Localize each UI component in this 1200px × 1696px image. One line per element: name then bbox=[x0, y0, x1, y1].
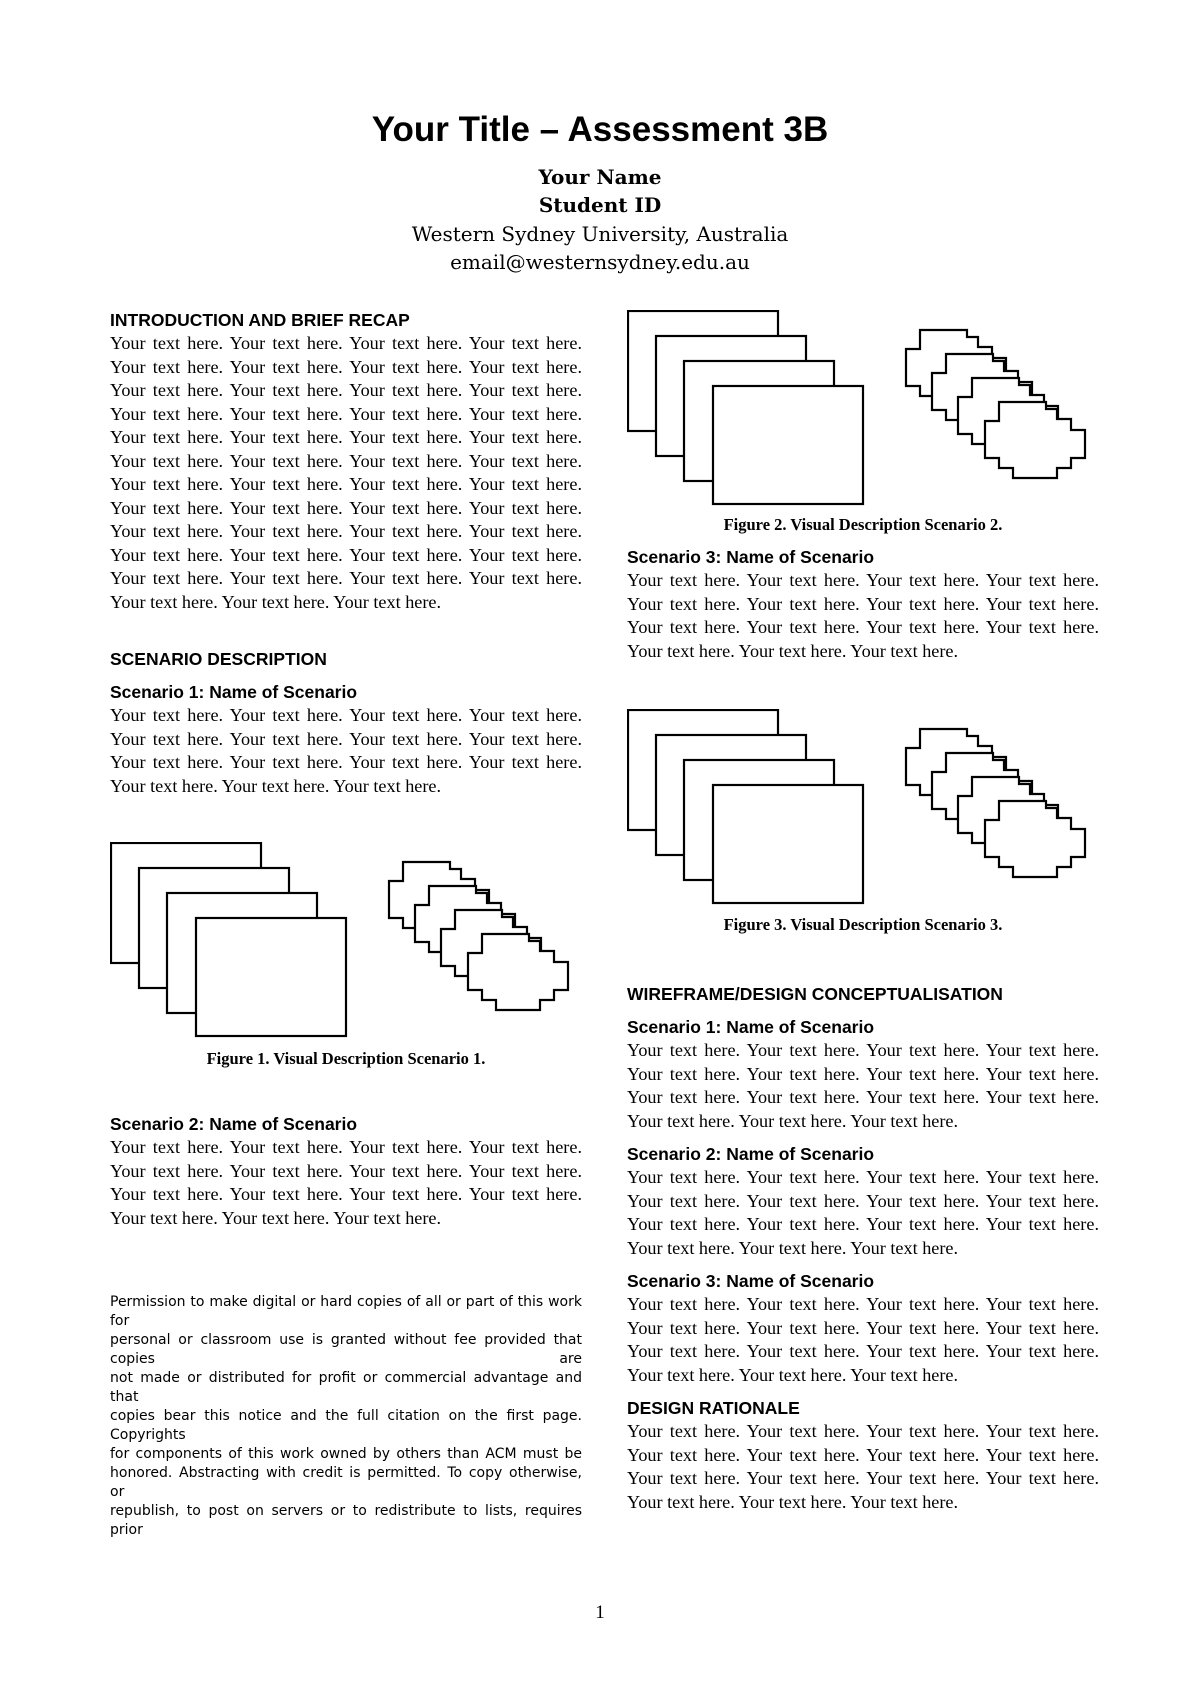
permission-line: Permission to make digital or hard copies of all or part of this work for bbox=[110, 1294, 582, 1329]
wireframe-scenario-1-heading: Scenario 1: Name of Scenario bbox=[627, 1017, 875, 1037]
stacked-card bbox=[713, 386, 863, 504]
permission-line: not made or distributed for profit or commercial advantage and that bbox=[110, 1370, 582, 1405]
wireframe-scenario-2-text: Your text here. Your text here. Your text here. Your text here. Your text here. Your text here. Your text here. Your text here. Your text here. Your text here. Your text here. Your text here. Your text here. Your text here. Your text here. bbox=[627, 1167, 1099, 1258]
wireframe-scenario-3-heading: Scenario 3: Name of Scenario bbox=[627, 1271, 875, 1291]
wireframe-scenario-2-heading: Scenario 2: Name of Scenario bbox=[627, 1144, 875, 1164]
figure-3-caption: Figure 3. Visual Description Scenario 3. bbox=[723, 915, 1003, 934]
student-id: Student ID bbox=[538, 193, 662, 217]
figure-3 bbox=[627, 709, 1099, 905]
permission-line: honored. Abstracting with credit is permitted. To copy otherwise, or bbox=[110, 1465, 582, 1500]
permission-notice bbox=[110, 1293, 582, 1553]
design-rationale-text: Your text here. Your text here. Your text here. Your text here. Your text here. Your text here. Your text here. Your text here. Your text here. Your text here. Your text here. Your text here. Your text here. Your text here. Your text here. bbox=[627, 1421, 1099, 1512]
stacked-shape bbox=[985, 402, 1085, 478]
section-heading-introduction: INTRODUCTION AND BRIEF RECAP bbox=[110, 310, 410, 330]
scenario-2-text: Your text here. Your text here. Your text here. Your text here. Your text here. Your text here. Your text here. Your text here. Your text here. Your text here. Your text here. Your text here. Your text here. Your text here. Your text here. bbox=[110, 1137, 582, 1228]
figure-1-illustration bbox=[110, 842, 582, 1038]
figure-3-illustration bbox=[627, 709, 1099, 905]
paper-title: Your Title – Assessment 3B bbox=[371, 110, 829, 149]
scenario-2-heading: Scenario 2: Name of Scenario bbox=[110, 1114, 358, 1134]
author-email: email@westernsydney.edu.au bbox=[450, 250, 750, 274]
permission-line: republish, to post on servers or to redistribute to lists, requires prior bbox=[110, 1503, 582, 1538]
figure-2-illustration bbox=[627, 310, 1099, 506]
wireframe-scenario-1-text: Your text here. Your text here. Your text here. Your text here. Your text here. Your text here. Your text here. Your text here. Your text here. Your text here. Your text here. Your text here. Your text here. Your text here. Your text here. bbox=[627, 1040, 1099, 1131]
figure-2-caption: Figure 2. Visual Description Scenario 2. bbox=[723, 515, 1003, 534]
stacked-card bbox=[196, 918, 346, 1036]
section-heading-scenario-description: SCENARIO DESCRIPTION bbox=[110, 649, 327, 669]
figure-1 bbox=[110, 842, 582, 1038]
author-affiliation: Western Sydney University, Australia bbox=[411, 222, 789, 246]
introduction-text: Your text here. Your text here. Your text here. Your text here. Your text here. Your text here. Your text here. Your text here. Your text here. Your text here. Your text here. Your text here. Your text here. Your text here. Your text here. Your text here. Your text here. Your text here. Your text here. Your text here. Your text here. Your text here. Your text here. Your text here. Your text here. Your text here. Your text here. Your text here. Your text here. Your text here. Your text here. Your text here. Your text here. Your text here. Your text here. Your text here. Your text here. Your text here. Your text here. Your text here. Your text here. Your text here. Your text here. Your text here. Your text here. Your text here. Your text here. bbox=[110, 333, 582, 612]
permission-line: copies bear this notice and the full citation on the first page. Copyrights bbox=[110, 1408, 582, 1443]
section-heading-design-rationale: DESIGN RATIONALE bbox=[627, 1398, 800, 1418]
figure-2 bbox=[627, 310, 1099, 506]
section-heading-wireframe: WIREFRAME/DESIGN CONCEPTUALISATION bbox=[627, 984, 1003, 1004]
figure-1-caption: Figure 1. Visual Description Scenario 1. bbox=[206, 1049, 486, 1068]
scenario-1-text: Your text here. Your text here. Your text here. Your text here. Your text here. Your text here. Your text here. Your text here. Your text here. Your text here. Your text here. Your text here. Your text here. Your text here. Your text here. bbox=[110, 705, 582, 796]
permission-line: personal or classroom use is granted without fee provided that copies are bbox=[110, 1332, 582, 1367]
scenario-3-text: Your text here. Your text here. Your text here. Your text here. Your text here. Your text here. Your text here. Your text here. Your text here. Your text here. Your text here. Your text here. Your text here. Your text here. Your text here. bbox=[627, 570, 1099, 661]
page-number: 1 bbox=[595, 1602, 605, 1623]
permission-line: for components of this work owned by others than ACM must be bbox=[110, 1446, 582, 1462]
scenario-3-heading: Scenario 3: Name of Scenario bbox=[627, 547, 875, 567]
stacked-card bbox=[713, 785, 863, 903]
scenario-1-heading: Scenario 1: Name of Scenario bbox=[110, 682, 358, 702]
stacked-shape bbox=[985, 801, 1085, 877]
wireframe-scenario-3-text: Your text here. Your text here. Your text here. Your text here. Your text here. Your text here. Your text here. Your text here. Your text here. Your text here. Your text here. Your text here. Your text here. Your text here. Your text here. bbox=[627, 1294, 1099, 1385]
stacked-shape bbox=[468, 934, 568, 1010]
author-name: Your Name bbox=[538, 165, 662, 189]
